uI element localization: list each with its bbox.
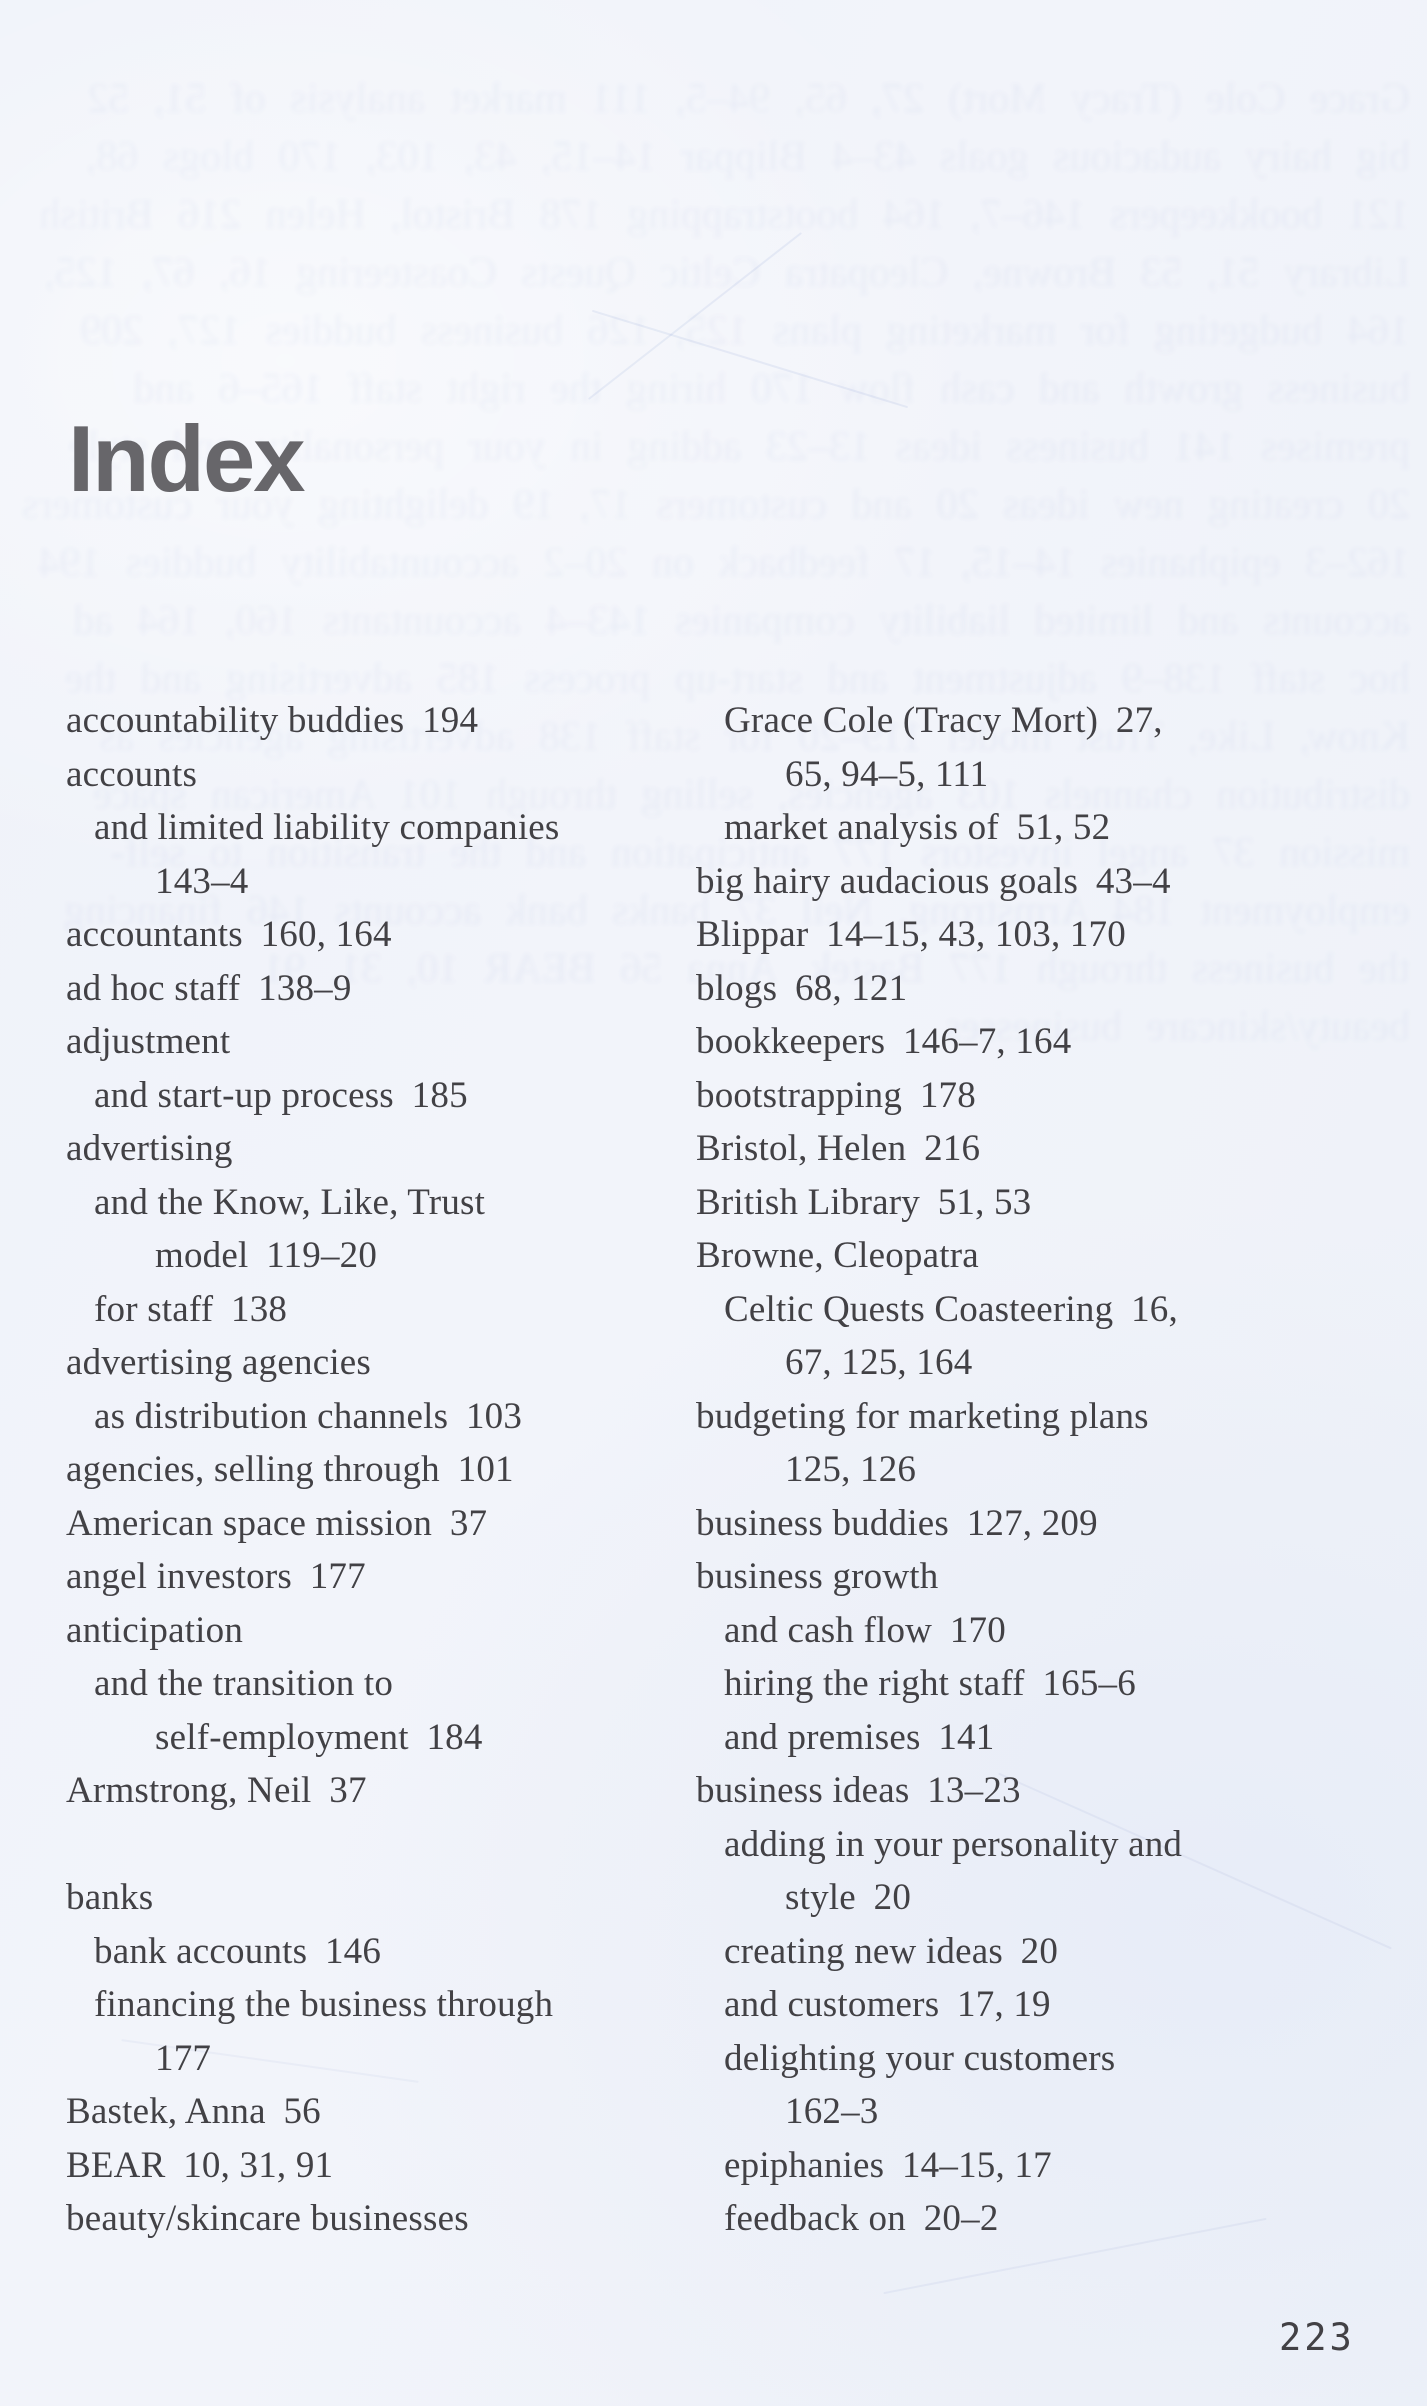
index-entry (66, 1818, 696, 1872)
index-entry-pages: 43–4 (1095, 860, 1171, 902)
index-entry (696, 1122, 1396, 1176)
index-entry-label: beauty/skincare businesses (66, 2198, 469, 2239)
index-entry-label: and customers (724, 1984, 940, 2025)
index-entry (696, 694, 1396, 748)
index-entry (696, 1978, 1396, 2032)
index-entry-pages: 20 (1020, 1930, 1059, 1972)
index-entry-pages: 68, 121 (794, 967, 908, 1009)
index-entry (696, 1176, 1396, 1230)
index-entry-pages: 138–9 (258, 967, 352, 1009)
index-entry-label: business ideas (696, 1770, 910, 1811)
index-entry-label: style (785, 1877, 856, 1918)
index-entry (66, 1925, 696, 1979)
index-entry-label: British Library (696, 1181, 920, 1223)
index-entry-label: angel investors (66, 1556, 292, 1597)
index-column-right (696, 694, 1396, 2246)
index-entry-pages: 119–20 (266, 1235, 378, 1276)
index-entry-label: Bastek, Anna (66, 2091, 266, 2132)
index-entry-label: bookkeepers (696, 1021, 886, 1062)
index-entry (696, 1069, 1396, 1123)
index-entry (696, 1925, 1396, 1979)
index-entry-pages: 56 (283, 2091, 321, 2132)
index-entry-pages: 14–15, 43, 103, 170 (826, 914, 1126, 955)
index-entry-pages: 51, 52 (1016, 807, 1111, 848)
index-entry (66, 1336, 696, 1390)
index-entry-label: feedback on (724, 2198, 906, 2239)
index-entry (66, 1229, 696, 1283)
index-entry (66, 1497, 696, 1551)
index-entry-pages: 16, (1131, 1288, 1178, 1330)
index-entry-pages: 194 (422, 700, 479, 741)
index-entry-pages: 20 (873, 1877, 912, 1918)
index-entry (696, 748, 1396, 802)
index-entry (66, 1871, 696, 1925)
index-entry-label: BEAR (66, 2144, 166, 2186)
index-entry (696, 1390, 1396, 1444)
index-entry-label: anticipation (66, 1609, 244, 1651)
index-entry (696, 1604, 1396, 1658)
index-entry (66, 1711, 696, 1765)
index-entry-label: blogs (696, 967, 778, 1009)
index-entry-pages: 101 (457, 1449, 514, 1490)
index-entry-label: epiphanies (724, 2144, 885, 2186)
index-entry (696, 1657, 1396, 1711)
index-entry-pages: 51, 53 (937, 1181, 1032, 1223)
index-entry (66, 2085, 696, 2139)
index-entry-label: hiring the right staff (724, 1663, 1025, 1704)
index-entry-pages: 20–2 (923, 2198, 999, 2239)
index-entry (696, 908, 1396, 962)
index-entry-label: and premises (724, 1716, 921, 1758)
index-entry (66, 1176, 696, 1230)
index-entry (66, 748, 696, 802)
index-entry-pages: 127, 209 (966, 1502, 1098, 1544)
index-entry-label: bootstrapping (696, 1074, 903, 1116)
index-entry-label: and limited liability companies (94, 807, 560, 848)
index-entry-label: self-employment (155, 1716, 409, 1758)
index-entry-pages: 146 (324, 1930, 382, 1972)
index-entry-label: Bristol, Helen (696, 1128, 907, 1169)
index-entry (66, 1978, 696, 2032)
index-entry-pages: 170 (949, 1609, 1006, 1651)
index-entry-label: advertising (66, 1128, 233, 1169)
index-entry (696, 1283, 1396, 1337)
index-entry-label: financing the business through (94, 1984, 554, 2025)
index-entry (66, 1604, 696, 1658)
index-entry-pages: 27, (1115, 700, 1163, 741)
index-entry-label: American space mission (66, 1502, 433, 1544)
index-entry-pages: 103 (465, 1395, 523, 1437)
index-entry-pages: 10, 31, 91 (183, 2144, 334, 2186)
index-entry-label: accountants (66, 914, 243, 955)
index-entry (696, 2192, 1396, 2246)
index-entry (66, 1550, 696, 1604)
index-entry (66, 1764, 696, 1818)
index-entry (696, 962, 1396, 1016)
index-entry (696, 2139, 1396, 2193)
index-entry-label: and the Know, Like, Trust (94, 1181, 486, 1223)
index-entry-label: Celtic Quests Coasteering (724, 1288, 1114, 1330)
index-entry (696, 1764, 1396, 1818)
paper-crease (588, 232, 802, 400)
index-entry-pages: 37 (329, 1770, 367, 1811)
index-entry-label: Browne, Cleopatra (696, 1235, 979, 1276)
index-entry-pages: 17, 19 (957, 1984, 1051, 2025)
index-entry-pages: 160, 164 (260, 914, 392, 955)
index-entry-label: agencies, selling through (66, 1449, 440, 1490)
paper-crease (592, 310, 908, 408)
index-entry-pages: 138 (231, 1288, 288, 1330)
index-entry-label: budgeting for marketing plans (696, 1395, 1149, 1437)
index-entry-label: and start-up process (94, 1074, 394, 1116)
index-entry (696, 2085, 1396, 2139)
index-entry (696, 1871, 1396, 1925)
index-entry (66, 855, 696, 909)
index-entry-pages: 14–15, 17 (901, 2144, 1052, 2186)
index-entry-pages: 143–4 (155, 860, 249, 902)
index-entry-pages: 65, 94–5, 111 (785, 753, 989, 795)
index-entry (66, 962, 696, 1016)
index-entry-pages: 177 (309, 1556, 366, 1597)
index-entry-label: accounts (66, 753, 198, 795)
index-entry (66, 1283, 696, 1337)
index-entry (696, 1443, 1396, 1497)
index-entry-pages: 177 (155, 2037, 212, 2079)
index-entry-pages: 216 (924, 1128, 981, 1169)
index-entry-label: creating new ideas (724, 1930, 1003, 1972)
index-entry-label: business growth (696, 1556, 939, 1597)
index-entry-pages: 146–7, 164 (902, 1021, 1072, 1062)
index-entry-pages: 184 (426, 1716, 483, 1758)
index-entry (696, 2032, 1396, 2086)
index-entry (66, 2139, 696, 2193)
index-entry-pages: 165–6 (1042, 1663, 1136, 1704)
index-entry (66, 1122, 696, 1176)
index-entry-pages: 13–23 (927, 1770, 1021, 1811)
index-entry (696, 1015, 1396, 1069)
index-entry (696, 1497, 1396, 1551)
index-entry-label: market analysis of (724, 807, 999, 848)
index-entry (66, 801, 696, 855)
index-entry-label: adjustment (66, 1021, 231, 1062)
index-entry (66, 1443, 696, 1497)
index-entry-label: ad hoc staff (66, 967, 241, 1009)
index-entry-pages: 162–3 (785, 2091, 879, 2132)
index-entry (696, 1550, 1396, 1604)
index-entry-label: and the transition to (94, 1663, 394, 1704)
page-title: Index (68, 406, 304, 511)
index-entry-label: delighting your customers (724, 2037, 1116, 2079)
index-entry (66, 2192, 696, 2246)
index-entry-label: model (155, 1235, 249, 1276)
index-entry (696, 1711, 1396, 1765)
index-entry-label: for staff (94, 1288, 214, 1330)
index-entry-pages: 125, 126 (785, 1449, 917, 1490)
index-entry (66, 1390, 696, 1444)
index-entry-pages: 141 (938, 1716, 995, 1758)
index-entry-label: as distribution channels (94, 1395, 449, 1437)
index-entry (696, 801, 1396, 855)
index-entry (66, 1069, 696, 1123)
index-entry-pages: 178 (919, 1074, 976, 1116)
index-entry (696, 1229, 1396, 1283)
index-entry-label: Blippar (696, 914, 809, 955)
index-entry-label: adding in your personality and (724, 1823, 1183, 1865)
index-entry-label: advertising agencies (66, 1342, 372, 1383)
index-entry-label: bank accounts (94, 1930, 308, 1972)
index-column-left (66, 694, 696, 2246)
index-entry-label: big hairy audacious goals (696, 860, 1079, 902)
index-entry-label: Grace Cole (Tracy Mort) (724, 700, 1099, 741)
index-entry (66, 1015, 696, 1069)
index-entry-pages: 37 (449, 1502, 488, 1544)
index-entry (66, 2032, 696, 2086)
index-entry (66, 694, 696, 748)
index-entry (696, 1818, 1396, 1872)
index-entry-label: banks (66, 1877, 154, 1918)
index-entry (696, 1336, 1396, 1390)
index-entry (696, 855, 1396, 909)
index-entry-pages: 185 (411, 1074, 468, 1116)
page-number: 223 (1279, 2316, 1355, 2359)
index-entry-pages: 67, 125, 164 (785, 1342, 973, 1383)
index-entry-label: Armstrong, Neil (66, 1770, 312, 1811)
index-entry (66, 1657, 696, 1711)
index-entry-label: business buddies (696, 1502, 949, 1544)
index-entry-label: and cash flow (724, 1609, 933, 1651)
index-entry-label: accountability buddies (66, 700, 405, 741)
index-entry (66, 908, 696, 962)
